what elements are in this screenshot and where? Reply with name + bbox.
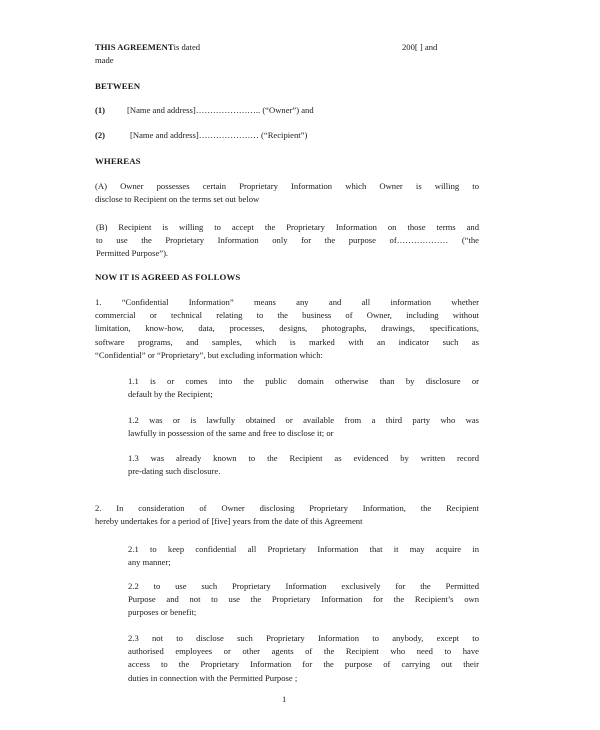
clause-2-1-line: any manner; [128, 557, 171, 568]
clause-2-3-line: duties in connection with the Permitted Purpose ; [128, 672, 298, 683]
clause-2-3-line: access to the Proprietary Information for the purpose of carrying out their [128, 659, 479, 670]
clause-1-1 [128, 375, 479, 401]
whereas-heading: WHEREAS [95, 156, 141, 166]
agreed-heading: NOW IT IS AGREED AS FOLLOWS [95, 272, 241, 282]
recital-b-line: to use the Proprietary Information only for the purpose of……………… (“the [96, 235, 479, 246]
page-number: 1 [282, 694, 287, 704]
party-2-number: (2) [95, 130, 106, 140]
clause-2-2-line: purposes or benefit; [128, 607, 197, 618]
recital-a-line: (A) Owner possesses certain Proprietary Information which Owner is willing to [95, 181, 479, 191]
party-1-text: [Name and address]………………….. (“Owner”) and [127, 105, 314, 115]
recital-b-line: Permitted Purpose”). [96, 248, 169, 259]
recital-a-line: disclose to Recipient on the terms set out below [95, 194, 260, 205]
clause-2-1 [128, 543, 479, 569]
clause-2-2-line: 2.2 to use such Proprietary Information exclusively for the Permitted [128, 581, 479, 591]
clause-1-line: “Confidential” or “Proprietary”, but excluding information which: [95, 349, 323, 360]
agreement-date: 200[ ] and [402, 42, 438, 52]
clause-2 [95, 502, 479, 528]
clause-1-1-line: 1.1 is or comes into the public domain otherwise than by disclosure or [128, 376, 479, 386]
agreement-title-line [95, 41, 200, 54]
recital-b-line: (B) Recipient is willing to accept the Proprietary Information on those terms and [96, 222, 479, 232]
clause-1-line: limitation, know-how, data, processes, designs, photographs, drawings, specifications, [95, 323, 479, 334]
clause-1-3 [128, 452, 479, 478]
recital-b [96, 221, 479, 261]
clause-2-3 [128, 632, 479, 685]
between-heading: BETWEEN [95, 81, 141, 91]
clause-2-line: hereby undertakes for a period of [five] years from the date of this Agreement [95, 516, 363, 527]
clause-1-line: commercial or technical relating to the business of Owner, including without [95, 310, 479, 321]
clause-1-line: software programs, and samples, which is marked with an indicator such as [95, 336, 479, 347]
agreement-made: made [95, 55, 114, 65]
clause-1-1-line: default by the Recipient; [128, 389, 213, 400]
clause-1-3-line: 1.3 was already known to the Recipient as evidenced by written record [128, 453, 479, 463]
clause-2-line: 2. In consideration of Owner disclosing Proprietary Information, the Recipient [95, 503, 479, 513]
clause-2-3-line: authorised employees or other agents of the Recipient who need to have [128, 646, 479, 657]
clause-1 [95, 296, 479, 362]
agreement-title-rest: is dated [173, 42, 201, 52]
recital-a [95, 180, 479, 206]
clause-2-2-line: Purpose and not to use the Proprietary Information for the Recipient’s own [128, 594, 479, 605]
clause-2-3-line: 2.3 not to disclose such Proprietary Information to anybody, except to [128, 633, 479, 643]
clause-2-2 [128, 580, 479, 620]
clause-1-3-line: pre-dating such disclosure. [128, 466, 221, 477]
clause-1-2-line: lawfully in possession of the same and free to disclose it; or [128, 428, 334, 439]
agreement-title: THIS AGREEMENT [95, 42, 174, 52]
clause-2-1-line: 2.1 to keep confidential all Proprietary Information that it may acquire in [128, 544, 479, 554]
clause-1-2 [128, 414, 479, 440]
clause-1-2-line: 1.2 was or is lawfully obtained or available from a third party who was [128, 415, 479, 425]
party-1-number: (1) [95, 105, 106, 115]
party-2-text: [Name and address]………………… (“Recipient”) [130, 130, 308, 140]
clause-1-line: 1. “Confidential Information” means any and all information whether [95, 297, 479, 307]
